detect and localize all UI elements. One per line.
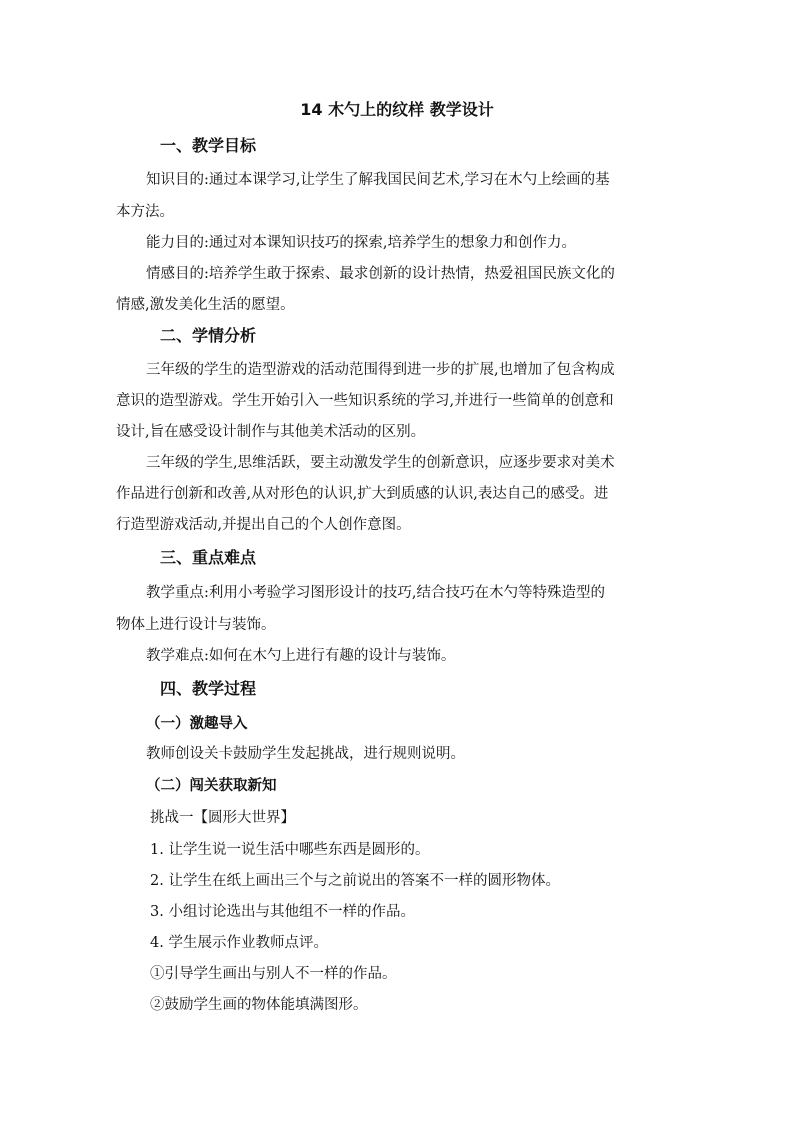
paragraph-line: 情感目的:培养学生敢于探索、最求创新的设计热情，热爱祖国民族文化的 <box>146 266 615 282</box>
list-item: 4. 学生展示作业教师点评。 <box>150 935 328 951</box>
section-heading-key-points: 三、重点难点 <box>160 548 257 567</box>
paragraph-line: 设计,旨在感受设计制作与其他美术活动的区别。 <box>116 424 426 440</box>
subsection-heading-intro: （一）激趣导入 <box>146 716 248 732</box>
paragraph-line: 能力目的:通过对本课知识技巧的探索,培养学生的想象力和创作力。 <box>146 235 576 251</box>
paragraph-line: 教学重点:利用小考验学习图形设计的技巧,结合技巧在木勺等特殊造型的 <box>146 585 605 601</box>
document-title: 14 木勺上的纹样 教学设计 <box>300 100 494 119</box>
list-item: 3. 小组讨论选出与其他组不一样的作品。 <box>150 904 415 920</box>
list-item: 挑战一【圆形大世界】 <box>150 810 295 826</box>
paragraph-line: 作品进行创新和改善,从对形色的认识,扩大到质感的认识,表达自己的感受。进 <box>116 486 609 502</box>
section-heading-process: 四、教学过程 <box>160 679 257 698</box>
paragraph-line: 教师创设关卡鼓励学生发起挑战，进行规则说明。 <box>146 746 465 762</box>
paragraph-line: 本方法。 <box>116 204 174 220</box>
list-item: 1. 让学生说一说生活中哪些东西是圆形的。 <box>150 842 430 858</box>
list-item: ①引导学生画出与别人不一样的作品。 <box>150 966 397 982</box>
list-item: 2. 让学生在纸上画出三个与之前说出的答案不一样的圆形物体。 <box>150 873 560 889</box>
paragraph-line: 情感,激发美化生活的愿望。 <box>116 297 295 313</box>
paragraph-line: 教学难点:如何在木勺上进行有趣的设计与装饰。 <box>146 648 456 664</box>
list-item: ②鼓励学生画的物体能填满图形。 <box>150 997 368 1013</box>
paragraph-line: 三年级的学生,思维活跃，要主动激发学生的创新意识，应逐步要求对美术 <box>146 455 615 471</box>
subsection-heading-challenge: （二）闯关获取新知 <box>146 778 277 794</box>
paragraph-line: 三年级的学生的造型游戏的活动范围得到进一步的扩展,也增加了包含构成 <box>146 362 615 378</box>
section-heading-objectives: 一、教学目标 <box>160 136 257 155</box>
paragraph-line: 行造型游戏活动,并提出自己的个人创作意图。 <box>116 517 411 533</box>
paragraph-line: 物体上进行设计与装饰。 <box>116 617 276 633</box>
paragraph-line: 知识目的:通过本课学习,让学生了解我国民间艺术,学习在木勺上绘画的基 <box>146 172 610 188</box>
paragraph-line: 意识的造型游戏。学生开始引入一些知识系统的学习,并进行一些简单的创意和 <box>116 393 614 409</box>
section-heading-analysis: 二、学情分析 <box>160 326 257 345</box>
